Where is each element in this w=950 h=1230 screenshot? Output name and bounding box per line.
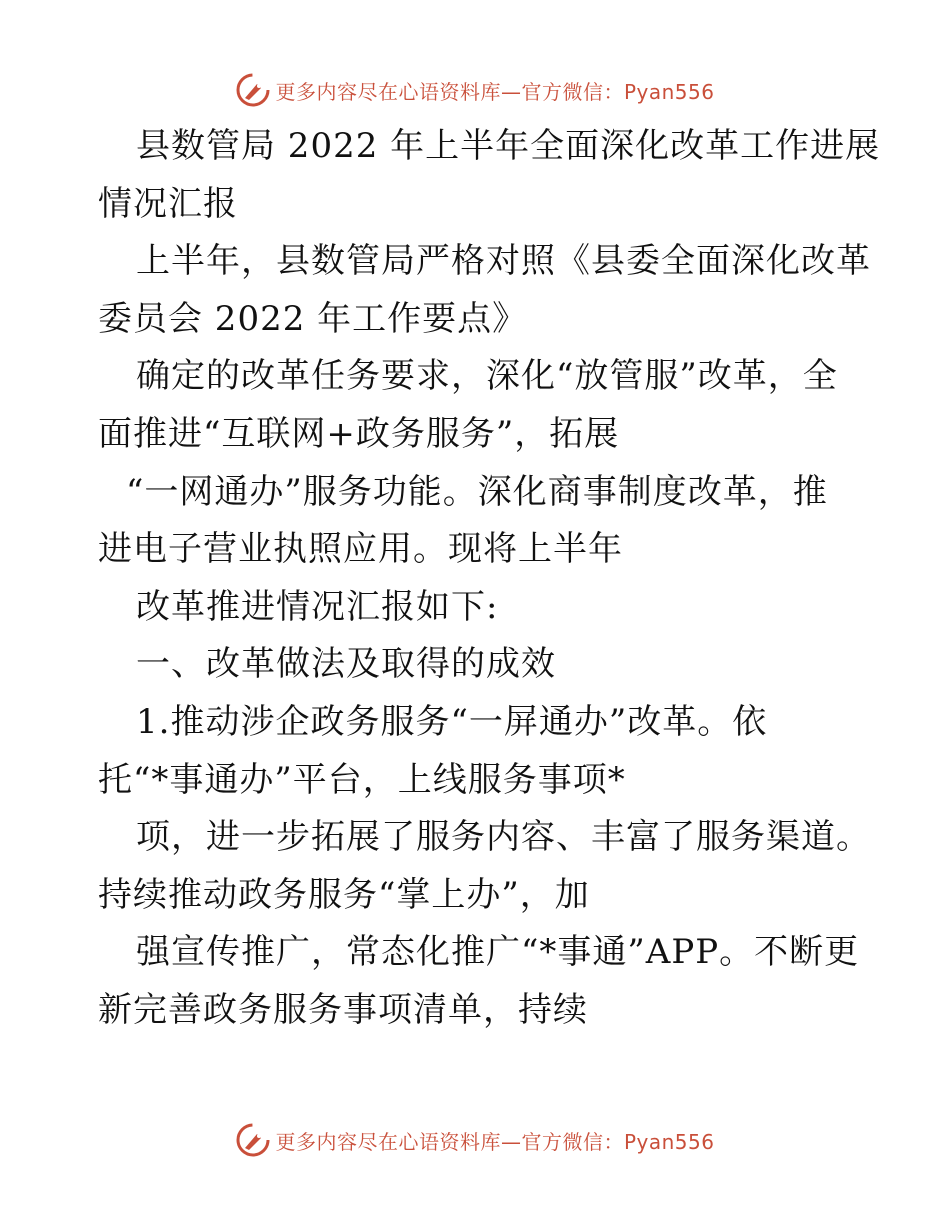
paragraph-line: 确定的改革任务要求，深化“放管服”改革，全 <box>136 356 838 397</box>
paragraph-line: 项，进一步拓展了服务内容、丰富了服务渠道。 <box>136 817 871 858</box>
paragraph-line: 改革推进情况汇报如下: <box>136 586 499 627</box>
paragraph-line: 面推进“互联网+政务服务”，拓展 <box>98 413 620 454</box>
section-heading: 一、改革做法及取得的成效 <box>136 644 556 685</box>
paragraph-line: 委员会 2022 年工作要点》 <box>98 298 528 339</box>
paragraph-line: 新完善政务服务事项清单，持续 <box>98 989 588 1030</box>
footer-watermark <box>0 1118 950 1162</box>
title-line-1: 县数管局 2022 年上半年全面深化改革工作进展 <box>136 126 881 166</box>
header-watermark <box>0 68 950 112</box>
paragraph-line: 强宣传推广，常态化推广“*事通”APP。不断更 <box>136 932 860 973</box>
paragraph-line: 持续推动政务服务“掌上办”，加 <box>98 874 590 915</box>
watermark-text: 更多内容尽在心语资料库—官方微信：Pyan556 <box>275 79 715 104</box>
document-body <box>98 118 881 1040</box>
watermark-text: 更多内容尽在心语资料库—官方微信：Pyan556 <box>275 1129 715 1154</box>
title-line-2: 情况汇报 <box>98 183 238 224</box>
paragraph-line: 1.推动涉企政务服务“一屏通办”改革。依 <box>136 701 768 742</box>
pen-nib-logo-icon <box>235 72 271 108</box>
paragraph-line: “一网通办”服务功能。深化商事制度改革，推 <box>126 471 828 512</box>
paragraph-line: 上半年，县数管局严格对照《县委全面深化改革 <box>136 241 871 282</box>
paragraph-line: 托“*事通办”平台，上线服务事项* <box>98 759 626 800</box>
pen-nib-logo-icon <box>235 1122 271 1158</box>
paragraph-line: 进电子营业执照应用。现将上半年 <box>98 529 623 570</box>
